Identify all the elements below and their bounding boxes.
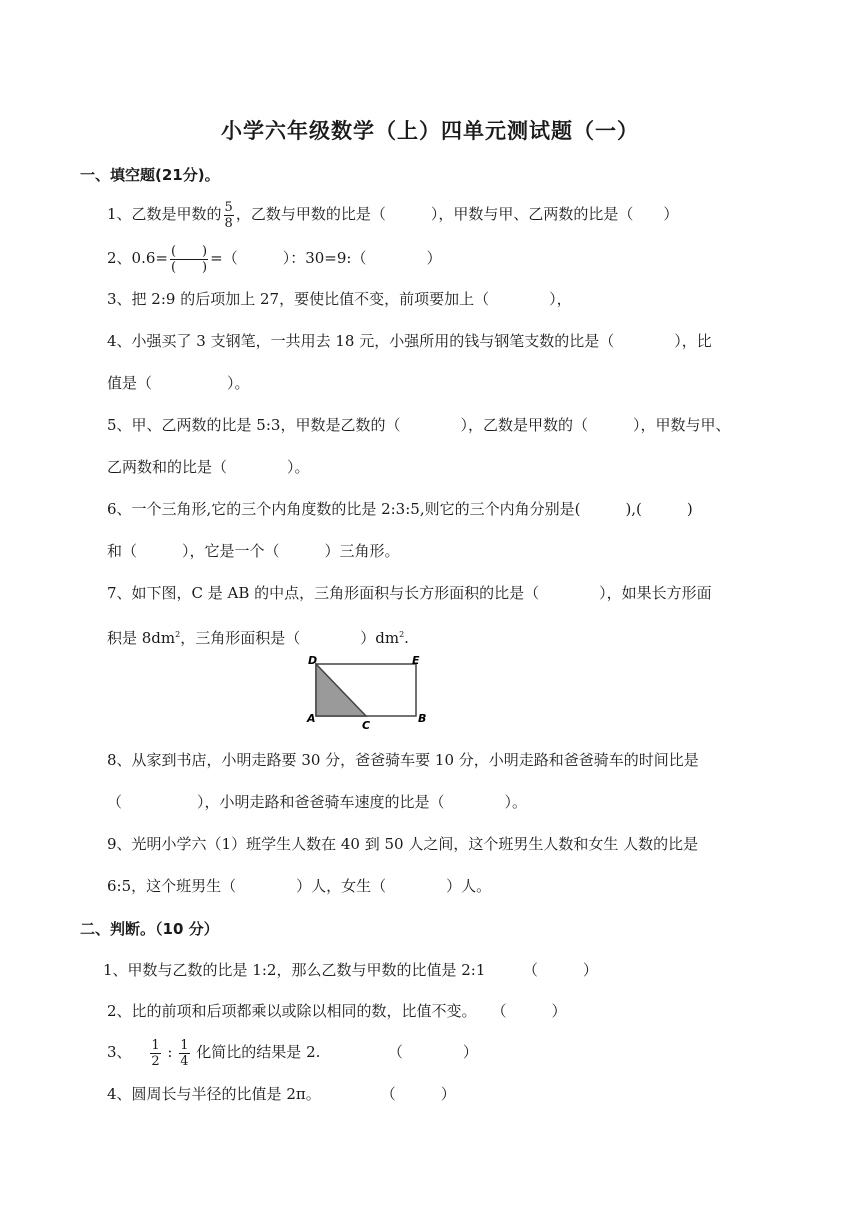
- question-7-line-2: [107, 625, 409, 648]
- j3-text: 化简比的结果是 2. （ ）: [196, 1043, 478, 1061]
- q7-text-b: ，三角形面积是（ ）dm: [180, 629, 400, 647]
- question-9-line-1: 9、光明小学六（1）班学生人数在 40 到 50 人之间，这个班男生人数和女生 人数的比是: [107, 835, 699, 853]
- question-9-line-2: 6:5，这个班男生（ ）人，女生（ ）人。: [107, 877, 492, 895]
- label-b: B: [418, 712, 427, 725]
- fraction-numerator: 1: [151, 1037, 160, 1053]
- question-2-text-b: =（ ）：30=9:（ ）: [210, 249, 442, 267]
- judgement-3: [107, 1034, 478, 1070]
- j3-number: 3、: [107, 1043, 132, 1061]
- question-2: [107, 240, 441, 276]
- fraction-denominator: ( ): [170, 259, 208, 275]
- judgement-4: 4、圆周长与半径的比值是 2π。 （ ）: [107, 1085, 456, 1103]
- label-e: E: [412, 654, 420, 667]
- question-7-line-1: 7、如下图，C 是 AB 的中点，三角形面积与长方形面积的比是（ ），如果长方形面: [107, 584, 712, 602]
- label-a: A: [307, 712, 316, 725]
- label-c: C: [362, 719, 371, 732]
- question-1-text-b: ，乙数与甲数的比是（ ），甲数与甲、乙两数的比是（ ）: [235, 205, 679, 223]
- geometry-diagram: [306, 652, 436, 732]
- question-8-line-2: （ ），小明走路和爸爸骑车速度的比是（ ）。: [107, 793, 528, 811]
- question-4-line-1: 4、小强买了 3 支钢笔，一共用去 18 元，小强所用的钱与钢笔支数的比是（ ），比: [107, 332, 712, 350]
- page-title: 小学六年级数学（上）四单元测试题（一）: [221, 119, 639, 143]
- fraction-blank: [170, 244, 208, 275]
- section-1-heading: 一、填空题(21分)。: [80, 166, 220, 184]
- rectangle-triangle-figure: [306, 652, 436, 736]
- fraction-numerator: 1: [180, 1037, 189, 1053]
- judgement-2: 2、比的前项和后项都乘以或除以相同的数，比值不变。 （ ）: [107, 1002, 567, 1020]
- judgement-1: 1、甲数与乙数的比是 1:2，那么乙数与甲数的比值是 2:1 （ ）: [103, 961, 598, 979]
- question-6-line-2: 和（ ），它是一个（ ）三角形。: [107, 542, 400, 560]
- ratio-colon: :: [167, 1043, 173, 1061]
- question-3: 3、把 2:9 的后项加上 27，要使比值不变，前项要加上（ ），: [107, 290, 572, 308]
- fraction-numerator: ( ): [170, 243, 208, 259]
- question-1-text-a: 1、乙数是甲数的: [107, 205, 222, 223]
- fraction-one-half: [150, 1038, 160, 1069]
- question-1: [107, 196, 678, 232]
- fraction-denominator: 2: [151, 1053, 160, 1069]
- question-5-line-1: 5、甲、乙两数的比是 5:3，甲数是乙数的（ ），乙数是甲数的（ ），甲数与甲、: [107, 416, 731, 434]
- label-d: D: [308, 654, 318, 667]
- question-2-text-a: 2、0.6=: [107, 249, 168, 267]
- fraction-numerator: 5: [224, 199, 233, 215]
- q7-superscript-2: 2: [399, 630, 405, 639]
- question-8-line-1: 8、从家到书店，小明走路要 30 分，爸爸骑车要 10 分，小明走路和爸爸骑车的时间比是: [107, 751, 699, 769]
- fraction-one-quarter: [179, 1038, 189, 1069]
- q7-text-a: 积是 8dm: [107, 629, 176, 647]
- question-4-line-2: 值是（ ）。: [107, 374, 250, 392]
- section-2-heading: 二、判断。（10 分）: [80, 920, 219, 938]
- fraction-denominator: 8: [224, 215, 233, 231]
- q7-text-c: .: [404, 629, 409, 647]
- fraction-denominator: 4: [180, 1053, 189, 1069]
- question-5-line-2: 乙两数和的比是（ ）。: [107, 458, 310, 476]
- fraction-5-8: [224, 200, 234, 231]
- q7-superscript-1: 2: [175, 630, 181, 639]
- question-6-line-1: 6、一个三角形,它的三个内角度数的比是 2:3:5,则它的三个内角分别是( ),( ): [107, 500, 693, 518]
